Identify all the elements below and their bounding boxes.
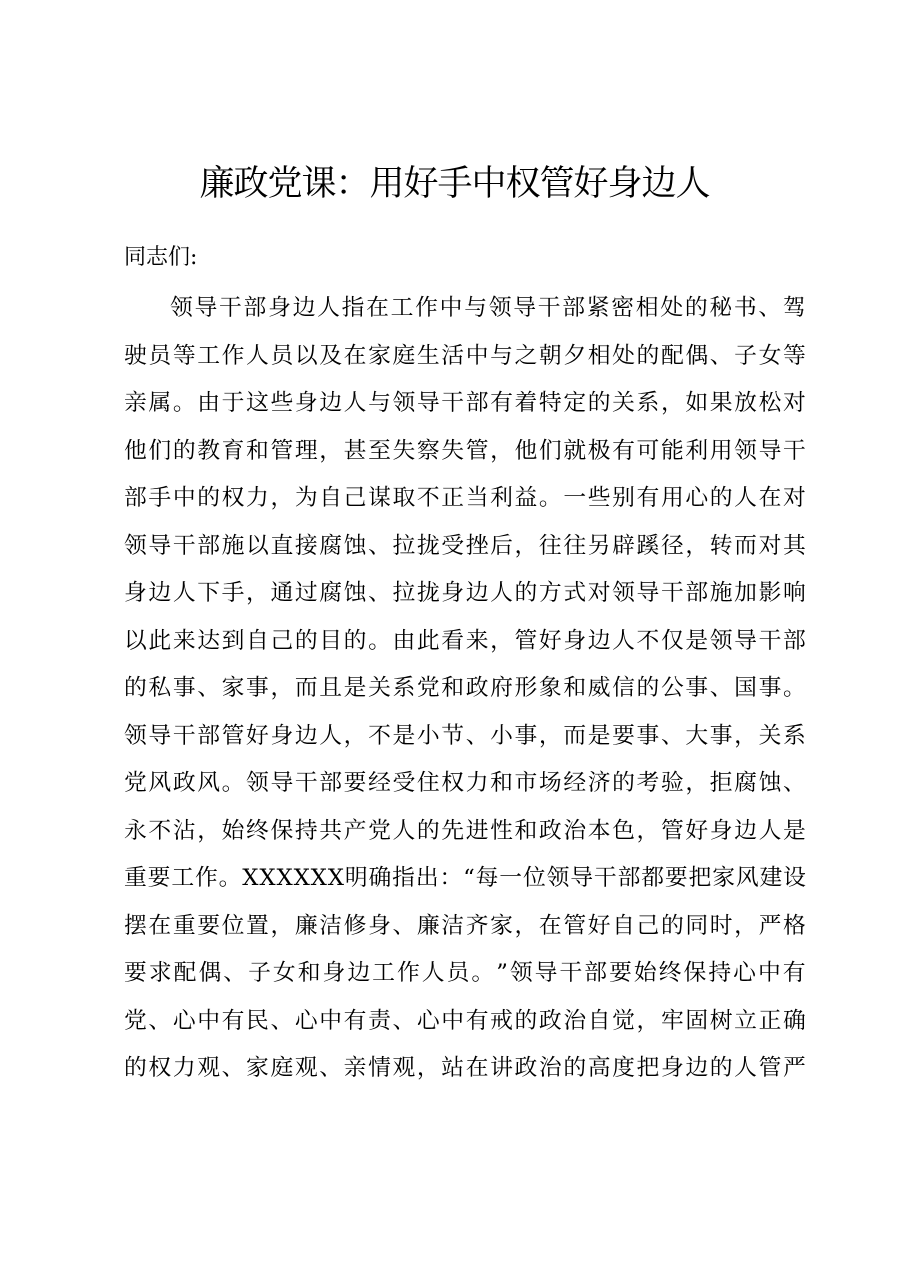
text-line: 的 私 事 、 家 事 ， 而 且 是 关 系 党 和 政 府 形 象 和 威 信 的 公 事 、 国 事 。 — [124, 675, 806, 701]
text-line: 他 们 的 教 育 和 管 理 ， 甚 至 失 察 失 管 ， 他 们 就 极 有 可 能 利 用 领 导 干 — [124, 437, 806, 464]
text-line: 领 导 干 部 身 边 人 指 在 工 作 中 与 领 导 干 部 紧 密 相 处 的 秘 书 、 驾 — [170, 295, 806, 321]
text-line: 身 边 人 下 手 ， 通 过 腐 蚀 、 拉 拢 身 边 人 的 方 式 对 领 导 干 部 施 加 影 响 — [124, 580, 806, 606]
text-line: 以 此 来 达 到 自 己 的 目 的 。 由 此 看 来 ， 管 好 身 边 人 不 仅 是 领 导 干 部 — [124, 627, 806, 654]
text-line: 部 手 中 的 权 力 ， 为 自 己 谋 取 不 正 当 利 益 。 一 些 别 有 用 心 的 人 在 对 — [124, 485, 806, 511]
text-line: 重 要 工 作 。 X X X X X X 明 确 指 出 ： “ 每 一 位 领 导 干 部 都 要 把 家 风 建 设 — [124, 865, 806, 891]
text-line: 党 风 政 风 。 领 导 干 部 要 经 受 住 权 力 和 市 场 经 济 的 考 验 ， 拒 腐 蚀 、 — [124, 770, 806, 796]
salutation: 同志们: — [124, 245, 198, 270]
text-line: 党 、 心 中 有 民 、 心 中 有 责 、 心 中 有 戒 的 政 治 自 觉 ， 牢 固 树 立 正 确 — [124, 1007, 806, 1034]
text-line: 永 不 沾 ， 始 终 保 持 共 产 党 人 的 先 进 性 和 政 治 本 色 ， 管 好 身 边 人 是 — [124, 817, 806, 844]
text-line: 领 导 干 部 施 以 直 接 腐 蚀 、 拉 拢 受 挫 后 ， 往 往 另 辟 蹊 径 ， 转 而 对 其 — [124, 532, 806, 559]
document-title: 廉政党课：用好手中权管好身边人 — [199, 164, 710, 204]
text-line: 亲 属 。 由 于 这 些 身 边 人 与 领 导 干 部 有 着 特 定 的 关 系 ， 如 果 放 松 对 — [124, 390, 806, 416]
text-line: 驶 员 等 工 作 人 员 以 及 在 家 庭 生 活 中 与 之 朝 夕 相 处 的 配 偶 、 子 女 等 — [124, 342, 806, 369]
text-line: 要 求 配 偶 、 子 女 和 身 边 工 作 人 员 。 ” 领 导 干 部 要 始 终 保 持 心 中 有 — [124, 960, 806, 986]
text-line: 领 导 干 部 管 好 身 边 人 ， 不 是 小 节 、 小 事 ， 而 是 要 事 、 大 事 ， 关 系 — [124, 722, 806, 749]
text-line: 的 权 力 观 、 家 庭 观 、 亲 情 观 ， 站 在 讲 政 治 的 高 度 把 身 边 的 人 管 严 — [124, 1055, 806, 1081]
text-line: 摆 在 重 要 位 置 ， 廉 洁 修 身 、 廉 洁 齐 家 ， 在 管 好 自 己 的 同 时 ， 严 格 — [124, 912, 806, 939]
body-paragraph — [124, 285, 806, 1093]
